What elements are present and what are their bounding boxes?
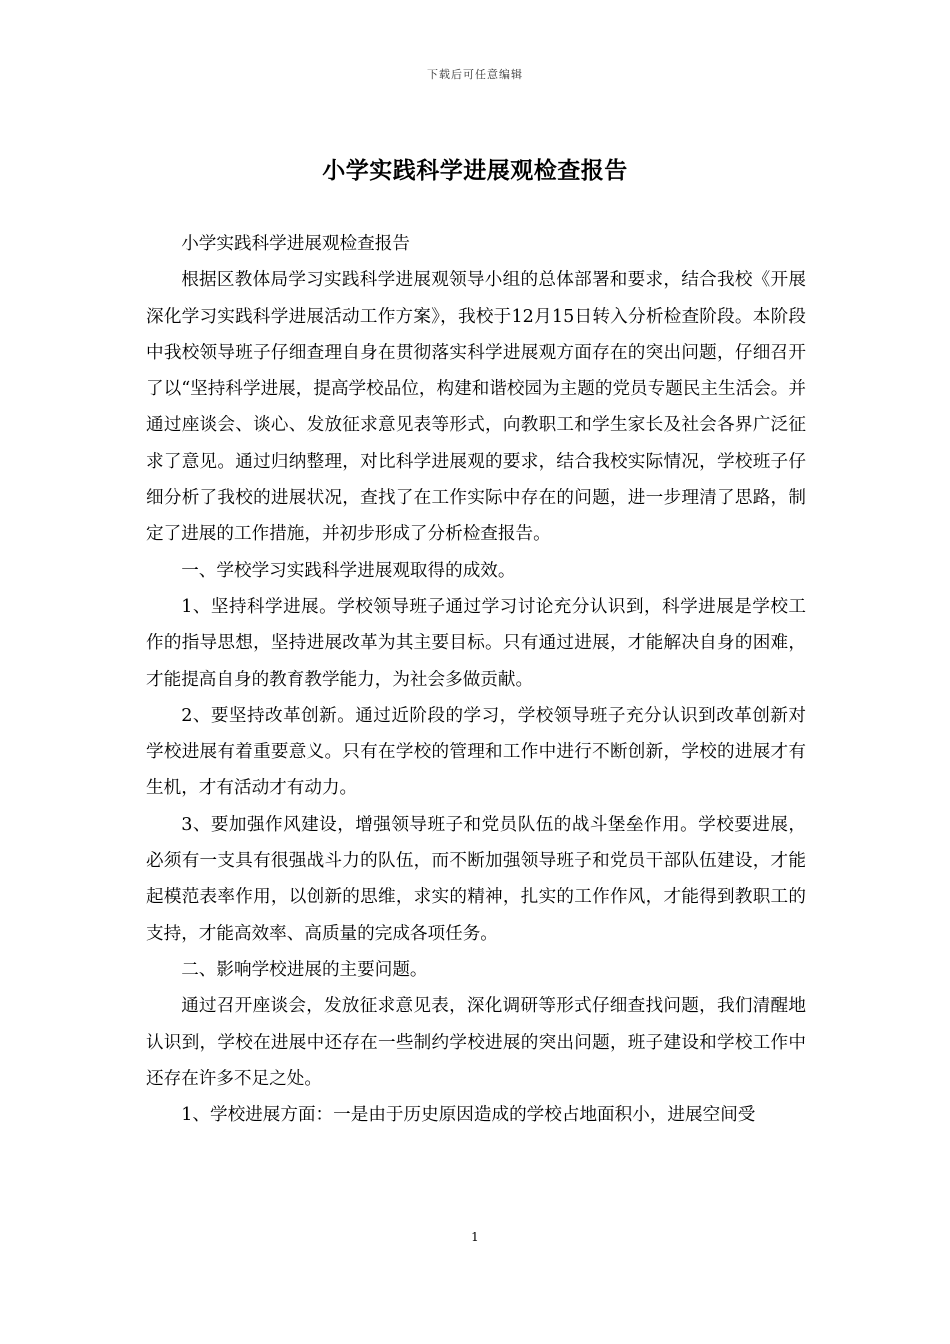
header-note: 下载后可任意编辑 <box>427 68 523 81</box>
document-body <box>146 226 806 1133</box>
section-heading: 一、学校学习实践科学进展观取得的成效。 <box>181 560 516 581</box>
section-heading: 二、影响学校进展的主要问题。 <box>181 959 428 980</box>
page-number: 1 <box>471 1230 479 1244</box>
paragraph: 2、要坚持改革创新。通过近阶段的学习，学校领导班子充分认识到改革创新对学校进展有着重要意义。只有在学校的管理和工作中进行不断创新，学校的进展才有生机，才有活动才有动力。 <box>146 705 806 799</box>
paragraph: 3、要加强作风建设，增强领导班子和党员队伍的战斗堡垒作用。学校要进展，必须有一支具有很强战斗力的队伍，而不断加强领导班子和党员干部队伍建设，才能起模范表率作用，以创新的思维，求实的精神，扎实的工作作风，才能得到教职工的支持，才能高效率、高质量的完成各项任务。 <box>146 814 806 944</box>
paragraph: 1、学校进展方面：一是由于历史原因造成的学校占地面积小，进展空间受 <box>181 1105 756 1126</box>
paragraph: 根据区教体局学习实践科学进展观领导小组的总体部署和要求，结合我校《开展深化学习实践科学进展活动工作方案》，我校于12月15日转入分析检查阶段。本阶段中我校领导班子仔细查理自身在贯彻落实科学进展观方面存在的突出问题，仔细召开了以“坚持科学进展，提高学校品位，构建和谐校园为主题的党员专题民主生活会。并通过座谈会、谈心、发放征求意见表等形式，向教职工和学生家长及社会各界广泛征求了意见。通过归纳整理，对比科学进展观的要求，结合我校实际情况，学校班子仔细分析了我校的进展状况，查找了在工作实际中存在的问题，进一步理清了思路，制定了进展的工作措施，并初步形成了分析检查报告。 <box>146 270 806 545</box>
paragraph: 通过召开座谈会，发放征求意见表，深化调研等形式仔细查找问题，我们清醒地认识到，学校在进展中还存在一些制约学校进展的突出问题，班子建设和学校工作中还存在许多不足之处。 <box>146 996 806 1089</box>
paragraph: 1、坚持科学进展。学校领导班子通过学习讨论充分认识到，科学进展是学校工作的指导思想，坚持进展改革为其主要目标。只有通过进展，才能解决自身的困难，才能提高自身的教育教学能力，为社会多做贡献。 <box>146 596 806 690</box>
paragraph: 小学实践科学进展观检查报告 <box>181 234 410 254</box>
document-title: 小学实践科学进展观检查报告 <box>322 157 628 184</box>
